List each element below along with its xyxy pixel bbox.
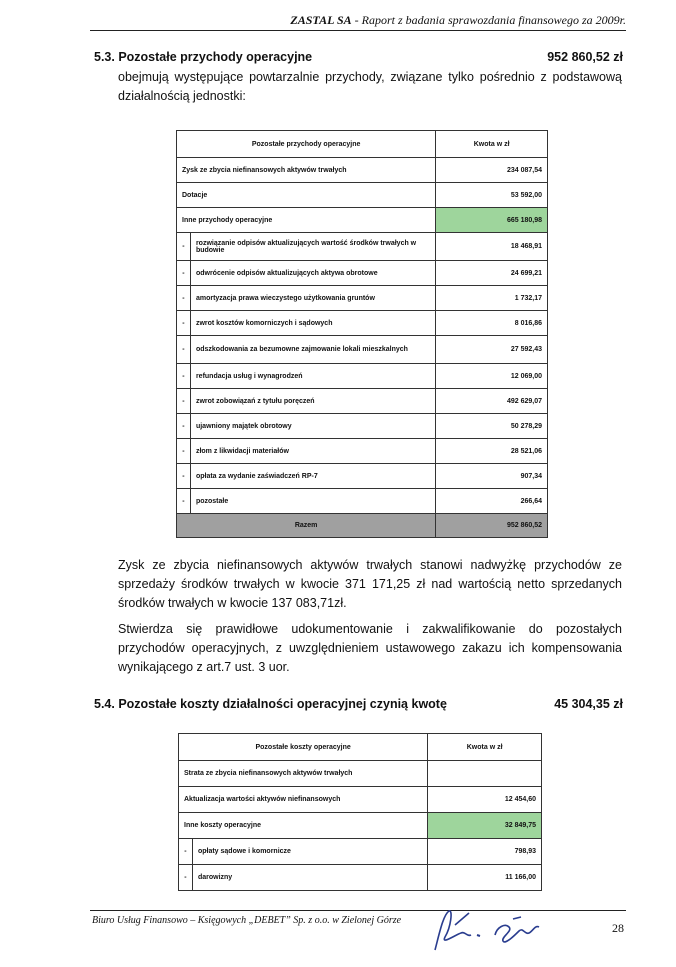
table-row-label: Strata ze zbycia niefinansowych aktywów trwałych xyxy=(179,761,428,787)
subrow-label: odszkodowania za bezumowne zajmowanie lokali mieszkalnych xyxy=(190,336,435,364)
handwritten-signature xyxy=(425,905,575,960)
section-5-3-heading xyxy=(94,50,623,64)
subrow-value: 11 166,00 xyxy=(428,865,542,891)
table-row-label: Inne przychody operacyjne xyxy=(177,208,436,233)
row-dash: - xyxy=(177,233,191,261)
section-5-3-amount: 952 860,52 zł xyxy=(547,50,623,64)
table-row-label: Zysk ze zbycia niefinansowych aktywów trwałych xyxy=(177,158,436,183)
row-dash: - xyxy=(177,286,191,311)
paragraph-gain-on-disposal: Zysk ze zbycia niefinansowych aktywów trwałych stanowi nadwyżkę przychodów ze sprzedaży środków trwałych w kwocie 371 171,25 zł nad wartością netto sprzedanych środków trwałych w kwocie 137 083,71zł. xyxy=(118,558,622,610)
subrow-value: 24 699,21 xyxy=(436,261,548,286)
row-dash: - xyxy=(177,489,191,514)
row-dash: - xyxy=(177,414,191,439)
subrow-label: refundacja usług i wynagrodzeń xyxy=(190,364,435,389)
subrow-label: darowizny xyxy=(192,865,427,891)
subrow-value: 798,93 xyxy=(428,839,542,865)
row-dash: - xyxy=(177,389,191,414)
section-5-4-amount: 45 304,35 zł xyxy=(554,697,623,711)
row-dash: - xyxy=(177,311,191,336)
subrow-label: złom z likwidacji materiałów xyxy=(190,439,435,464)
header-text: - Raport z badania sprawozdania finansowego za 2009r. xyxy=(351,13,626,27)
other-operating-costs-table xyxy=(178,733,542,891)
subrow-value: 27 592,43 xyxy=(436,336,548,364)
row-dash: - xyxy=(177,364,191,389)
subrow-value: 266,64 xyxy=(436,489,548,514)
table-header-cell: Pozostałe przychody operacyjne xyxy=(177,131,436,158)
table-header-cell: Pozostałe koszty operacyjne xyxy=(179,734,428,761)
total-label: Razem xyxy=(177,514,436,538)
subrow-label: zwrot kosztów komorniczych i sądowych xyxy=(190,311,435,336)
table-row-value: 32 849,75 xyxy=(428,813,542,839)
row-dash: - xyxy=(179,865,193,891)
footer-text: Biuro Usług Finansowo – Księgowych „DEBET” Sp. z o.o. w Zielonej Górze xyxy=(92,915,402,926)
section-5-4-heading xyxy=(94,697,623,711)
subrow-value: 50 278,29 xyxy=(436,414,548,439)
page-number: 28 xyxy=(612,921,624,935)
subrow-value: 907,34 xyxy=(436,464,548,489)
subrow-value: 1 732,17 xyxy=(436,286,548,311)
subrow-label: opłata za wydanie zaświadczeń RP-7 xyxy=(190,464,435,489)
table-row-value: 53 592,00 xyxy=(436,183,548,208)
header-rule xyxy=(90,30,626,31)
table-row-label: Aktualizacja wartości aktywów niefinansowych xyxy=(179,787,428,813)
table-header-cell: Kwota w zł xyxy=(428,734,542,761)
total-value: 952 860,52 xyxy=(436,514,548,538)
subrow-label: pozostałe xyxy=(190,489,435,514)
subrow-value: 492 629,07 xyxy=(436,389,548,414)
table-row-value: 12 454,60 xyxy=(428,787,542,813)
subrow-label: ujawniony majątek obrotowy xyxy=(190,414,435,439)
section-5-4-title: 5.4. Pozostałe koszty działalności operacyjnej czynią kwotę xyxy=(94,697,447,711)
row-dash: - xyxy=(177,464,191,489)
table-row-value: 234 087,54 xyxy=(436,158,548,183)
section-5-3-intro: obejmują występujące powtarzalnie przychody, związane tylko pośrednio z podstawową działalnością jednostki: xyxy=(118,70,622,103)
table-row-label: Dotacje xyxy=(177,183,436,208)
row-dash: - xyxy=(179,839,193,865)
table-row-label: Inne koszty operacyjne xyxy=(179,813,428,839)
subrow-label: rozwiązanie odpisów aktualizujących wartość środków trwałych w budowie xyxy=(190,233,435,261)
subrow-label: amortyzacja prawa wieczystego użytkowania gruntów xyxy=(190,286,435,311)
subrow-label: opłaty sądowe i komornicze xyxy=(192,839,427,865)
subrow-value: 28 521,06 xyxy=(436,439,548,464)
table-header-cell: Kwota w zł xyxy=(436,131,548,158)
subrow-value: 8 016,86 xyxy=(436,311,548,336)
other-operating-income-table xyxy=(176,130,548,538)
table-row-value xyxy=(428,761,542,787)
subrow-value: 18 468,91 xyxy=(436,233,548,261)
page-header xyxy=(290,13,626,28)
header-company: ZASTAL SA xyxy=(290,13,352,27)
paragraph-statement: Stwierdza się prawidłowe udokumentowanie i zakwalifikowanie do pozostałych przychodów operacyjnych, z uwzględnieniem ustawowego zakazu ich kompensowania wynikającego z art.7 ust. 3 uor. xyxy=(118,622,622,674)
table-row-value: 665 180,98 xyxy=(436,208,548,233)
row-dash: - xyxy=(177,439,191,464)
subrow-value: 12 069,00 xyxy=(436,364,548,389)
subrow-label: zwrot zobowiązań z tytułu poręczeń xyxy=(190,389,435,414)
section-5-3-title: 5.3. Pozostałe przychody operacyjne xyxy=(94,50,313,64)
row-dash: - xyxy=(177,261,191,286)
row-dash: - xyxy=(177,336,191,364)
subrow-label: odwrócenie odpisów aktualizujących aktywa obrotowe xyxy=(190,261,435,286)
